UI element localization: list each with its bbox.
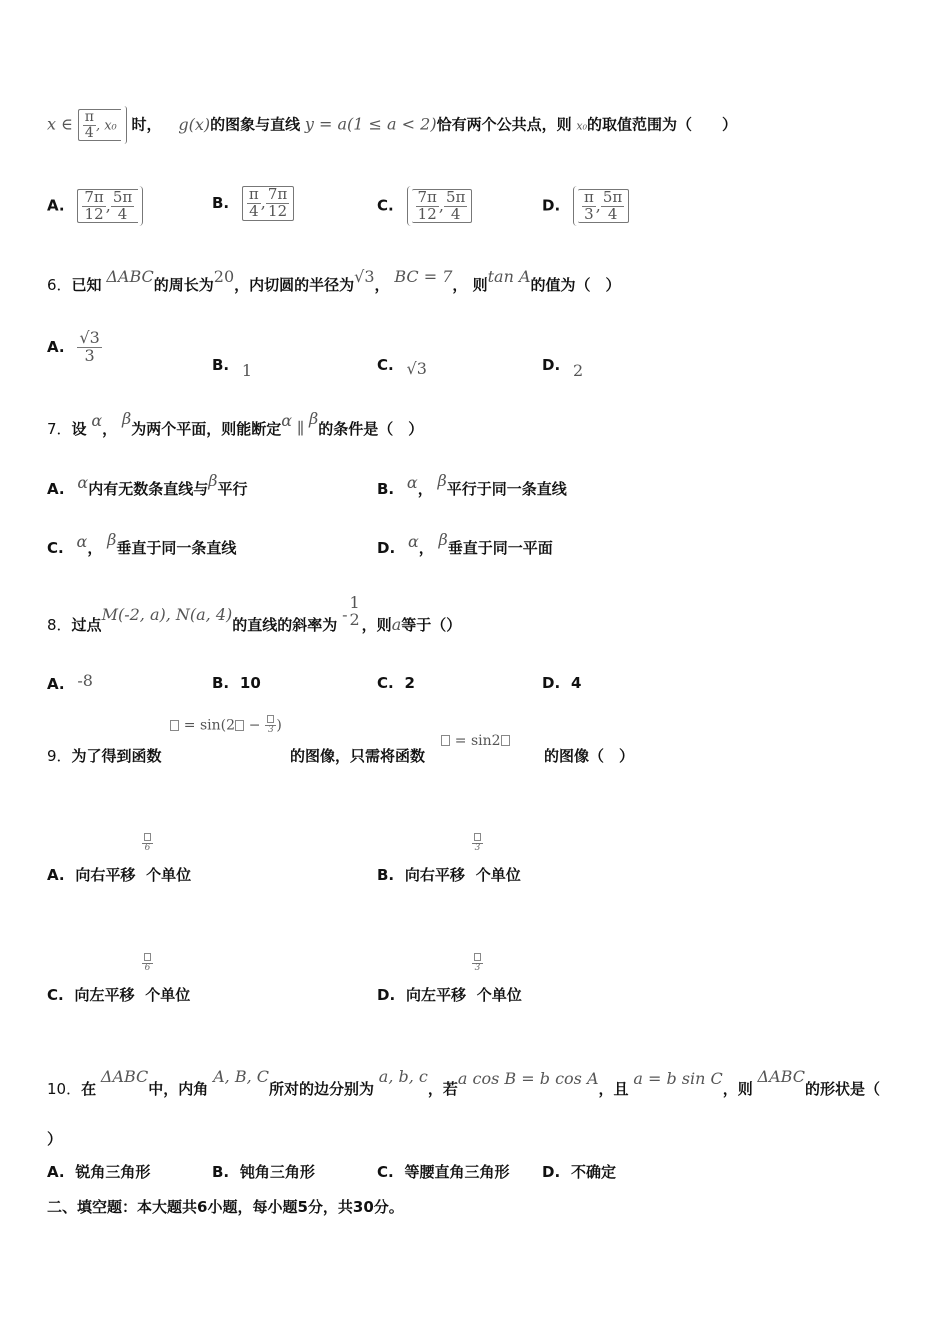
q8-option-c[interactable]: C. 2 [377, 674, 415, 692]
q6-option-b[interactable]: B. 1 [212, 356, 253, 380]
q7-option-a[interactable]: A. α内有无数条直线与β平行 [47, 471, 248, 498]
q6-option-a[interactable]: A. $\frac{√3}{3}$ [47, 328, 100, 365]
missing-glyph-icon [144, 953, 151, 961]
q5-option-b[interactable]: B. $\frac{\pi}{4}$ , $\frac{7\pi}{12}$ [212, 186, 294, 221]
missing-glyph-icon [267, 715, 274, 723]
q8-option-b[interactable]: B. 10 [212, 674, 261, 692]
q10-option-b[interactable]: B. 钝角三角形 [212, 1163, 315, 1181]
q5-option-d[interactable]: D. $\frac{\pi}{3}$ , $\frac{5\pi}{4}$ [542, 186, 629, 226]
q9-option-d[interactable]: 3 D. 向左平移 个单位 [377, 953, 522, 1005]
missing-glyph-icon [144, 833, 151, 841]
q7-option-d[interactable]: D. α， β垂直于同一平面 [377, 530, 553, 557]
q6-option-c[interactable]: C. √3 [377, 356, 427, 378]
q8-option-a[interactable]: A. -8 [47, 671, 93, 693]
q9-source-function: = sin2 [441, 731, 510, 749]
missing-glyph-icon [235, 720, 244, 731]
q7-option-b[interactable]: B. α， β平行于同一条直线 [377, 471, 567, 498]
q10-stem: 10．在 ΔABC中，内角 A, B, C所对的边分别为 a, b, c，若a cos B = b cos A，且 a = b sin C，则 ΔABC的形状是（ [47, 1067, 880, 1098]
q6-option-d[interactable]: D. 2 [542, 356, 584, 380]
q5-stem: x ∈ $\frac{\pi}{4}$ , x₀ 时， g(x)的图象与直线 y = a(1 ≤ a < 2)恰有两个公共点，则 x₀的取值范围为（ ） [47, 106, 737, 144]
q10-close-paren: ） [47, 1130, 63, 1148]
q7-stem: 7．设 α， β为两个平面，则能断定α ∥ β的条件是（ ） [47, 409, 424, 438]
q9-option-b[interactable]: 3 B. 向右平移 个单位 [377, 833, 521, 885]
q9-option-a[interactable]: 6 A. 向右平移 个单位 [47, 833, 191, 885]
q10-option-a[interactable]: A. 锐角三角形 [47, 1163, 151, 1181]
missing-glyph-icon [501, 735, 510, 746]
q6-stem: 6．已知 ΔABC的周长为20，内切圆的半径为√3， BC = 7， 则tan A的值为（ ） [47, 267, 621, 294]
q5-option-a[interactable]: A. $\frac{7\pi}{12}$ , $\frac{5\pi}{4}$ [47, 186, 143, 226]
q10-option-d[interactable]: D. 不确定 [542, 1163, 616, 1181]
q9-stem: 9．为了得到函数 [47, 747, 162, 765]
q8-option-d[interactable]: D. 4 [542, 674, 582, 692]
section-heading-fill-in: 二、填空题：本大题共6小题，每小题5分，共30分。 [47, 1198, 404, 1216]
missing-glyph-icon [170, 720, 179, 731]
q5-math-x: x ∈ [47, 114, 73, 134]
q8-stem: 8．过点M(-2, a), N(a, 4)的直线的斜率为 - 1 2 ，则a等于（） [47, 593, 462, 635]
q10-option-c[interactable]: C. 等腰直角三角形 [377, 1163, 510, 1181]
missing-glyph-icon [474, 953, 481, 961]
q5-option-c[interactable]: C. $\frac{7\pi}{12}$ , $\frac{5\pi}{4}$ [377, 186, 472, 226]
missing-glyph-icon [474, 833, 481, 841]
q9-stem-mid: 的图像，只需将函数 [290, 747, 426, 765]
q9-target-function: = sin(2 − 3 ) [170, 715, 282, 735]
q5-interval: $\frac{\pi}{4}$ , x₀ [78, 109, 121, 141]
q7-option-c[interactable]: C. α， β垂直于同一条直线 [47, 530, 237, 557]
q9-stem-end: 的图像（ ） [544, 747, 635, 765]
missing-glyph-icon [441, 735, 450, 746]
q9-option-c[interactable]: 6 C. 向左平移 个单位 [47, 953, 190, 1005]
